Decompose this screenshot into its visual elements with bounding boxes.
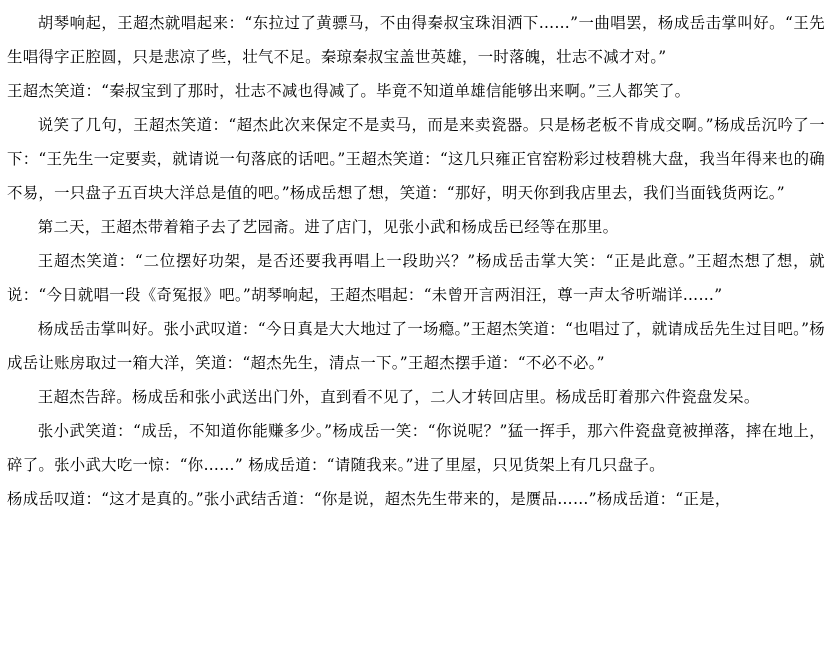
paragraph-4: 第二天，王超杰带着箱子去了艺园斋。进了店门，见张小武和杨成岳已经等在那里。 [37, 218, 619, 236]
paragraph-6: 杨成岳击掌叫好。张小武叹道：“今日真是大大地过了一场瘾。”王超杰笑道：“也唱过了，就请成岳先生过目吧。”杨成岳让账房取过一箱大洋，笑道：“超杰先生，清点一下。”王超杰摆手道：“不必不必。” [7, 320, 825, 372]
paragraph-1: 胡琴响起，王超杰就唱起来：“东拉过了黄骠马，不由得秦叔宝珠泪洒下……”一曲唱罢，杨成岳击掌叫好。“王先生唱得字正腔圆，只是悲凉了些，壮气不足。秦琼秦叔宝盖世英雄，一时落魄，壮志不减才对。” [7, 14, 825, 66]
paragraph-7: 王超杰告辞。杨成岳和张小武送出门外，直到看不见了，二人才转回店里。杨成岳盯着那六件瓷盘发呆。 [37, 388, 760, 406]
paragraph-8: 张小武笑道：“成岳，不知道你能赚多少。”杨成岳一笑：“你说呢？”猛一挥手，那六件瓷盘竟被掸落，摔在地上，碎了。张小武大吃一惊：“你……” 杨成岳道：“请随我来。”进了里屋，只见货架上有几只盘子。 [7, 422, 825, 474]
paragraph-3: 说笑了几句，王超杰笑道：“超杰此次来保定不是卖马，而是来卖瓷器。只是杨老板不肯成交啊。”杨成岳沉吟了一下：“王先生一定要卖，就请说一句落底的话吧。”王超杰笑道：“这几只雍正官窑粉彩过枝碧桃大盘，我当年得来也的确不易，一只盘子五百块大洋总是值的吧。”杨成岳想了想，笑道：“那好，明天你到我店里去，我们当面钱货两讫。” [7, 116, 825, 202]
paragraph-9: 杨成岳叹道：“这才是真的。”张小武结舌道：“你是说，超杰先生带来的，是赝品……”杨成岳道：“正是， [7, 490, 731, 508]
paragraph-2: 王超杰笑道：“秦叔宝到了那时，壮志不减也得减了。毕竟不知道单雄信能够出来啊。”三人都笑了。 [7, 82, 691, 100]
paragraph-5: 王超杰笑道：“二位摆好功架，是否还要我再唱上一段助兴？”杨成岳击掌大笑：“正是此意。”王超杰想了想，就说：“今日就唱一段《奇冤报》吧。”胡琴响起，王超杰唱起：“未曾开言两泪汪，尊一声太爷听端详……” [7, 252, 825, 304]
